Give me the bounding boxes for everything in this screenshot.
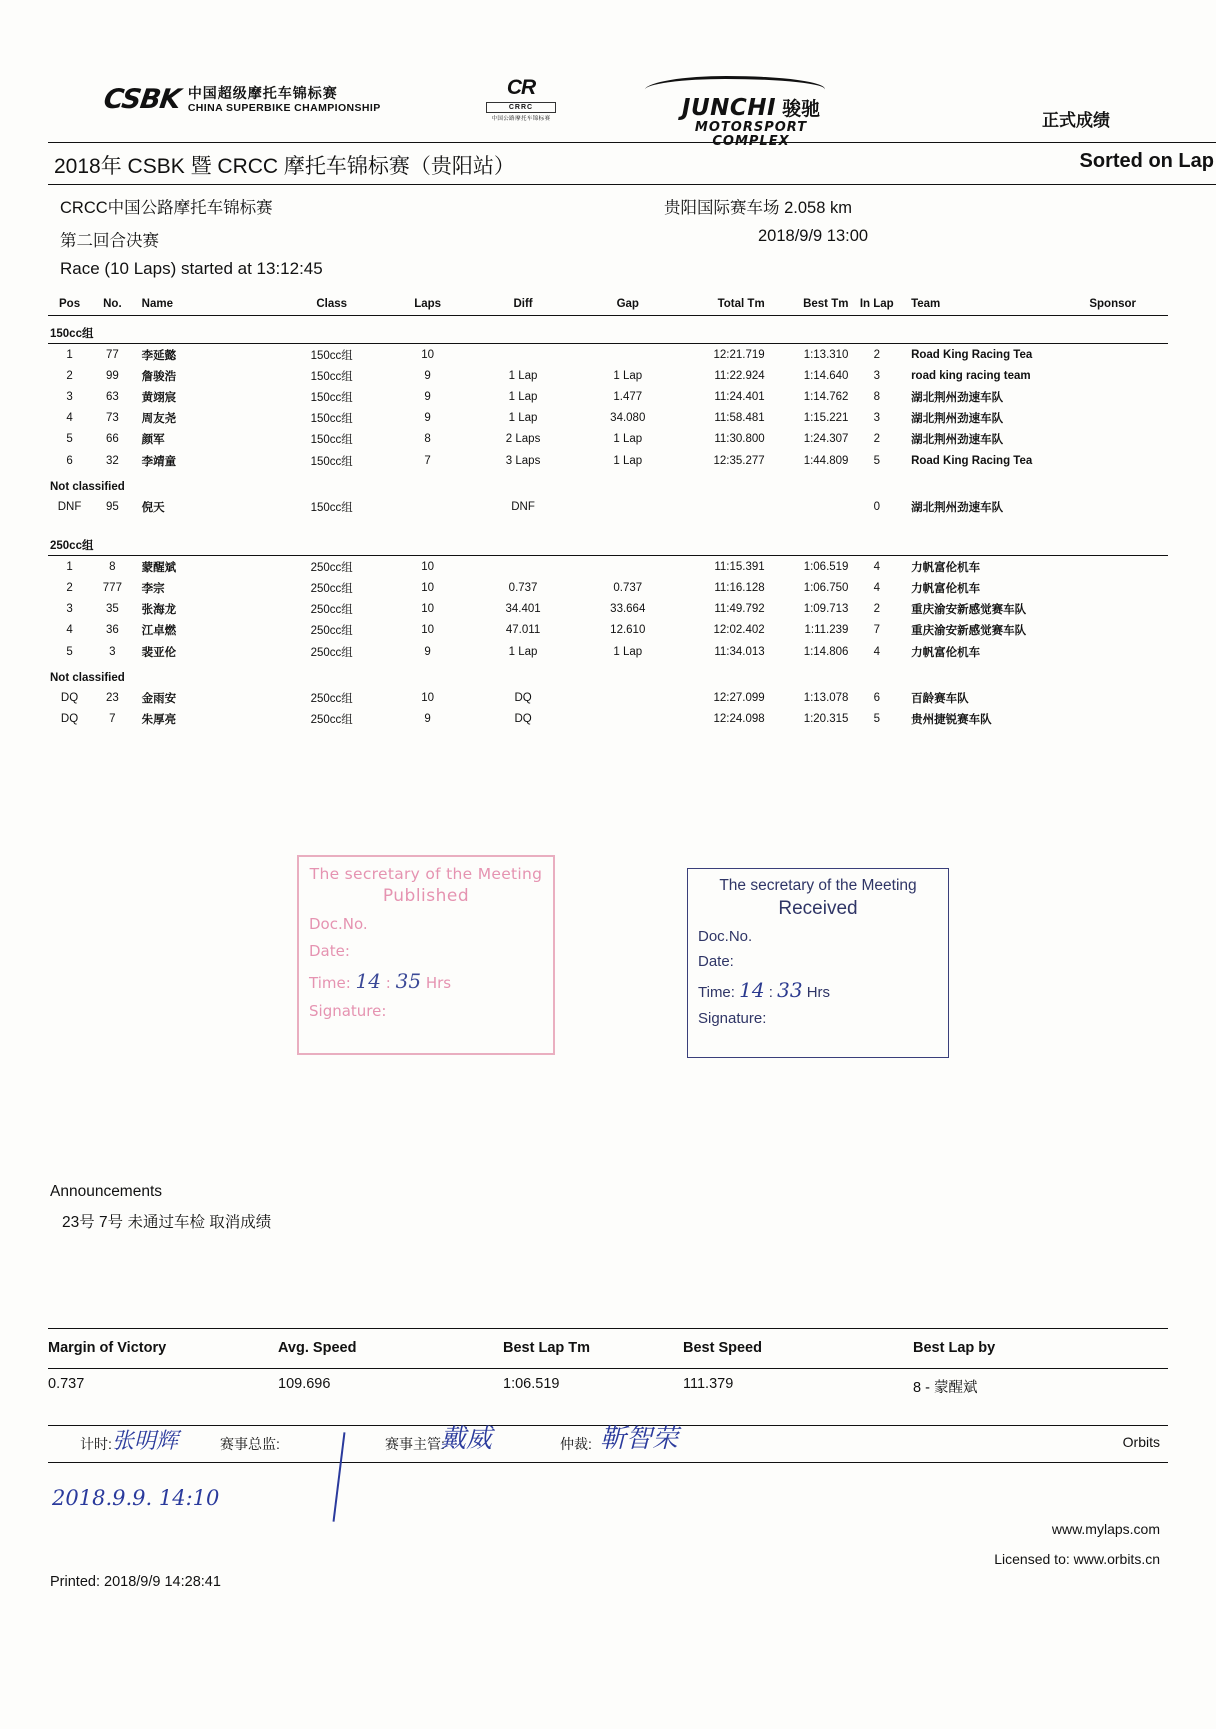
cell-best: 1:44.809 [803, 454, 849, 467]
cell-total: 12:24.098 [713, 713, 765, 726]
cell-gap: 34.080 [610, 412, 646, 425]
col-gap: Gap [578, 298, 678, 316]
published-stamp-time-hh: 14 [355, 969, 381, 993]
cell-sponsor [1057, 641, 1168, 662]
cell-sponsor [1057, 496, 1168, 517]
junchi-logo-name: JUNCHI [681, 95, 777, 121]
cell-name: 金雨安 [141, 692, 177, 705]
table-row [48, 641, 1168, 662]
results-table-wrapper [48, 298, 1168, 730]
group-header-250 [48, 528, 1168, 556]
cell-class: 250cc组 [310, 714, 353, 727]
cell-laps: 10 [421, 348, 434, 361]
cell-name: 詹骏浩 [141, 370, 177, 383]
table-header-row [48, 298, 1168, 316]
cell-diff: DQ [514, 691, 532, 704]
cell-inlap: 2 [873, 603, 880, 616]
cell-class: 150cc组 [310, 413, 353, 426]
cell-name: 裴亚伦 [141, 646, 177, 659]
cell-best: 1:13.310 [803, 348, 849, 361]
col-total-tm: Total Tm [678, 298, 765, 316]
cell-diff: 34.401 [505, 603, 541, 616]
cell-no: 8 [109, 560, 116, 573]
received-stamp-hrs: Hrs [806, 984, 831, 1001]
col-name: Name [134, 298, 277, 316]
crrc-logo-box: CRRC [486, 102, 556, 113]
table-row [48, 365, 1168, 386]
cell-name: 周友尧 [141, 413, 177, 426]
cell-class: 250cc组 [310, 692, 353, 705]
cell-sponsor [1057, 578, 1168, 599]
junchi-logo [636, 72, 866, 148]
cell-gap [578, 687, 678, 708]
cell-class: 150cc组 [310, 349, 353, 362]
col-team: Team [905, 298, 1057, 316]
cell-diff: 0.737 [508, 582, 538, 595]
received-stamp-docno: Doc.No. [698, 928, 753, 945]
cell-laps: 9 [424, 390, 431, 403]
cell-no: 35 [105, 603, 119, 616]
cell-diff: 1 Lap [508, 369, 538, 382]
cell-inlap: 5 [873, 713, 880, 726]
cell-best: 1:14.640 [803, 369, 849, 382]
session-datetime: 2018/9/9 13:00 [758, 227, 869, 245]
published-stamp-title: The secretary of the Meeting [309, 865, 543, 883]
cell-name: 黄翊宸 [141, 391, 177, 404]
race-started-label: Race (10 Laps) started at 13:12:45 [60, 259, 323, 278]
received-stamp-status: Received [778, 898, 858, 919]
cell-no: 777 [102, 582, 122, 595]
group-label: 150cc组 [48, 316, 1168, 344]
cell-team: 重庆渝安新感觉赛车队 [911, 625, 1027, 638]
signature-label-timing: 计时: [80, 1436, 112, 1452]
cell-pos: 1 [66, 348, 73, 361]
cell-team: 贵州捷锐赛车队 [911, 714, 992, 727]
cell-class: 150cc组 [310, 455, 353, 468]
crrc-logo-mark: CR [506, 76, 536, 99]
not-classified-label: Not classified [50, 481, 125, 494]
cell-total: 11:15.391 [714, 560, 765, 573]
cell-inlap: 4 [873, 560, 880, 573]
cell-best: 1:24.307 [803, 433, 849, 446]
crrc-logo [486, 76, 556, 122]
cell-pos: 1 [66, 560, 73, 573]
published-stamp-docno: Doc.No. [309, 915, 368, 933]
cell-diff [469, 556, 578, 578]
cell-gap: 1 Lap [613, 369, 643, 382]
title-rule-top [48, 142, 1216, 143]
csbk-logo-mark: CSBK [101, 84, 182, 115]
published-stamp-signature: Signature: [309, 1002, 387, 1020]
cell-inlap: 3 [873, 369, 880, 382]
cell-inlap: 5 [873, 454, 880, 467]
table-row [48, 344, 1168, 366]
cell-inlap: 4 [873, 645, 880, 658]
cell-best: 1:06.519 [803, 560, 849, 573]
cell-team: 力帆富伦机车 [911, 583, 981, 596]
sorted-on-label: Sorted on Lap [1079, 150, 1214, 172]
cell-team: Road King Racing Tea [911, 348, 1033, 361]
col-sponsor: Sponsor [1057, 298, 1168, 316]
junchi-swoosh-icon [636, 72, 866, 94]
cell-name: 蒙醒斌 [141, 561, 177, 574]
cell-laps: 7 [424, 454, 431, 467]
cell-no: 36 [105, 624, 119, 637]
cell-no: 99 [105, 369, 119, 382]
header-logos [0, 34, 1216, 149]
cell-name: 李宗 [141, 583, 165, 596]
cell-diff: DNF [511, 500, 535, 513]
received-stamp-time-hh: 14 [739, 978, 765, 1002]
csbk-logo-english: CHINA SUPERBIKE CHAMPIONSHIP [187, 101, 381, 114]
cell-best: 1:14.762 [803, 390, 849, 403]
cell-gap [578, 496, 678, 517]
cell-team: 湖北荆州劲速车队 [911, 413, 1004, 426]
received-stamp-time-mm: 33 [777, 978, 803, 1002]
results-table [48, 298, 1168, 730]
col-pos: Pos [48, 298, 91, 316]
cell-pos: 4 [66, 412, 73, 425]
cell-laps: 10 [421, 603, 434, 616]
cell-pos: 2 [66, 369, 73, 382]
cell-team: 湖北荆州劲速车队 [911, 391, 1004, 404]
cell-no: 63 [105, 390, 119, 403]
footer-rule-bottom [48, 1462, 1168, 1463]
not-classified-header-250 [48, 662, 1168, 687]
summary-value-margin: 0.737 [48, 1376, 85, 1392]
cell-team: 湖北荆州劲速车队 [911, 501, 1004, 514]
table-row [48, 450, 1168, 471]
published-stamp-date: Date: [309, 942, 350, 960]
cell-inlap: 8 [873, 390, 880, 403]
table-row [48, 599, 1168, 620]
cell-inlap: 6 [873, 691, 880, 704]
cell-pos: DNF [57, 500, 82, 513]
cell-pos: 4 [66, 624, 73, 637]
cell-total: 11:58.481 [714, 412, 765, 425]
cell-pos: 2 [66, 582, 73, 595]
cell-pos: 3 [66, 603, 73, 616]
cell-diff: 1 Lap [508, 412, 538, 425]
licensed-to: Licensed to: www.orbits.cn [994, 1551, 1160, 1567]
junchi-logo-sub2: COMPLEX [712, 133, 790, 149]
cell-pos: 5 [66, 645, 73, 658]
cell-sponsor [1057, 344, 1168, 366]
cell-diff: 2 Laps [505, 433, 541, 446]
not-classified-header-150 [48, 471, 1168, 496]
cell-no: 73 [105, 412, 119, 425]
cell-sponsor [1057, 599, 1168, 620]
cell-inlap: 3 [873, 412, 880, 425]
cell-pos: 6 [66, 454, 73, 467]
cell-gap: 1 Lap [613, 645, 643, 658]
cell-laps: 9 [424, 369, 431, 382]
summary-value-bestspeed: 111.379 [683, 1376, 734, 1392]
cell-name: 张海龙 [141, 604, 177, 617]
cell-team: Road King Racing Tea [911, 454, 1033, 467]
table-row [48, 620, 1168, 641]
circuit-name: 贵阳国际赛车场 2.058 km [664, 199, 852, 217]
cell-diff: 3 Laps [505, 454, 541, 467]
cell-sponsor [1057, 556, 1168, 578]
cell-team: road king racing team [911, 369, 1031, 382]
cell-total: 11:22.924 [714, 369, 765, 382]
cell-team: 力帆富伦机车 [911, 561, 981, 574]
published-stamp-time-sep: : [385, 974, 391, 992]
table-row [48, 386, 1168, 407]
received-stamp [687, 868, 949, 1058]
cell-sponsor [1057, 408, 1168, 429]
table-row [48, 556, 1168, 578]
cell-sponsor [1057, 429, 1168, 450]
summary-header-row [48, 1340, 1168, 1356]
csbk-logo-chinese: 中国超级摩托车锦标赛 [187, 85, 338, 102]
cell-gap [578, 708, 678, 729]
csbk-logo [101, 84, 381, 115]
cell-class: 250cc组 [310, 646, 353, 659]
cell-laps: 9 [424, 412, 431, 425]
cell-laps [387, 496, 469, 517]
published-stamp-time-mm: 35 [395, 969, 422, 993]
cell-class: 150cc组 [310, 391, 353, 404]
cell-name: 朱厚亮 [141, 714, 177, 727]
cell-total: 11:49.792 [714, 603, 765, 616]
group-label: 250cc组 [48, 528, 1168, 556]
cell-no: 3 [109, 645, 116, 658]
cell-pos: DQ [60, 691, 79, 704]
received-stamp-time-sep: : [768, 984, 773, 1001]
cell-best: 1:11.239 [804, 624, 849, 637]
col-diff: Diff [469, 298, 578, 316]
signature-label-director: 赛事总监: [220, 1436, 280, 1452]
cell-diff [469, 344, 578, 366]
cell-no: 77 [105, 348, 119, 361]
cell-diff: DQ [514, 713, 532, 726]
cell-diff: 1 Lap [508, 390, 538, 403]
signature-stroke-director [333, 1432, 346, 1522]
cell-gap [578, 344, 678, 366]
cell-best: 1:20.315 [803, 713, 849, 726]
page-title: 2018年 CSBK 暨 CRCC 摩托车锦标赛（贵阳站） [54, 155, 515, 178]
official-result-label: 正式成绩 [1042, 111, 1110, 130]
printed-timestamp: Printed: 2018/9/9 14:28:41 [50, 1574, 221, 1590]
cell-gap: 1 Lap [613, 433, 643, 446]
cell-name: 倪天 [141, 501, 165, 514]
cell-best: 1:06.750 [803, 582, 849, 595]
cell-no: 95 [105, 500, 119, 513]
table-row [48, 578, 1168, 599]
cell-laps: 10 [421, 691, 434, 704]
cell-name: 李延懿 [141, 349, 177, 362]
published-stamp [297, 855, 555, 1055]
orbits-label: Orbits [1122, 1434, 1160, 1450]
summary-label-avgspeed: Avg. Speed [278, 1340, 357, 1356]
cell-class: 150cc组 [310, 501, 353, 514]
cell-total: 11:34.013 [714, 645, 765, 658]
col-best-tm: Best Tm [765, 298, 849, 316]
cell-total: 11:24.401 [714, 390, 765, 403]
summary-label-bestspeed: Best Speed [683, 1340, 762, 1356]
cell-sponsor [1057, 620, 1168, 641]
cell-diff: 1 Lap [508, 645, 538, 658]
cell-inlap: 2 [873, 433, 880, 446]
signature-timing: 张明辉 [112, 1429, 179, 1454]
cell-name: 颜军 [141, 434, 165, 447]
cell-team: 重庆渝安新感觉赛车队 [911, 604, 1027, 617]
received-stamp-time-label: Time: [698, 984, 735, 1001]
cell-best: 1:09.713 [803, 603, 849, 616]
signature-date: 2018.9.9. 14:10 [52, 1486, 220, 1510]
cell-sponsor [1057, 450, 1168, 471]
results-table-body [48, 316, 1168, 730]
published-stamp-hrs: Hrs [425, 974, 452, 992]
summary-value-avgspeed: 109.696 [278, 1376, 331, 1392]
cell-inlap: 2 [873, 348, 880, 361]
series-name: CRCC中国公路摩托车锦标赛 [60, 199, 273, 217]
signature-label-steward: 赛事主管: [385, 1436, 445, 1452]
cell-team: 湖北荆州劲速车队 [911, 434, 1004, 447]
group-spacer [48, 517, 1168, 528]
table-row [48, 687, 1168, 708]
session-name: 第二回合决赛 [60, 232, 159, 250]
summary-label-bestlap: Best Lap Tm [503, 1340, 591, 1356]
cell-laps: 8 [424, 433, 431, 446]
summary-values-row [48, 1376, 1168, 1397]
published-stamp-time-row [309, 969, 543, 993]
received-stamp-signature: Signature: [698, 1010, 767, 1027]
group-header-150 [48, 316, 1168, 344]
cell-sponsor [1057, 386, 1168, 407]
summary-rule-mid [48, 1368, 1168, 1369]
cell-sponsor [1057, 687, 1168, 708]
cell-class: 250cc组 [310, 583, 353, 596]
cell-inlap: 0 [873, 500, 880, 513]
table-row [48, 496, 1168, 517]
summary-value-bestlap: 1:06.519 [503, 1376, 560, 1392]
cell-laps: 9 [424, 713, 431, 726]
cell-laps: 10 [421, 624, 434, 637]
cell-gap: 1.477 [613, 390, 643, 403]
summary-rule-top [48, 1328, 1168, 1329]
cell-gap [578, 556, 678, 578]
cell-best: 1:15.221 [803, 412, 849, 425]
cell-class: 150cc组 [310, 370, 353, 383]
cell-inlap: 7 [873, 624, 880, 637]
published-stamp-status: Published [382, 886, 470, 906]
mylaps-url: www.mylaps.com [1051, 1521, 1160, 1537]
cell-team: 百龄赛车队 [911, 692, 969, 705]
summary-value-bestlapby: 8 - 蒙醒斌 [913, 1380, 978, 1396]
cell-laps: 10 [421, 582, 434, 595]
junchi-logo-chinese: 骏驰 [782, 99, 821, 120]
table-row [48, 708, 1168, 729]
col-no: No. [91, 298, 134, 316]
cell-laps: 9 [424, 645, 431, 658]
announcements-title: Announcements [50, 1183, 163, 1200]
cell-sponsor [1057, 365, 1168, 386]
announcements-body: 23号 7号 未通过车检 取消成绩 [62, 1214, 272, 1231]
cell-team: 力帆富伦机车 [911, 646, 981, 659]
signature-label-arbiter: 仲裁: [560, 1436, 592, 1452]
title-rule-bottom [48, 184, 1216, 185]
cell-total: 12:02.402 [713, 624, 765, 637]
cell-best: 1:14.806 [803, 645, 849, 658]
cell-name: 李靖童 [141, 455, 177, 468]
cell-inlap: 4 [873, 582, 880, 595]
summary-label-bestlapby: Best Lap by [913, 1340, 996, 1356]
cell-gap: 33.664 [610, 603, 646, 616]
cell-gap: 0.737 [613, 582, 643, 595]
crrc-logo-subtitle: 中国公路摩托车锦标赛 [491, 116, 551, 122]
cell-best: 1:13.078 [803, 691, 849, 704]
cell-total: 11:16.128 [714, 582, 765, 595]
cell-best [765, 496, 849, 517]
cell-sponsor [1057, 708, 1168, 729]
cell-total: 12:21.719 [713, 348, 765, 361]
cell-total: 12:27.099 [713, 691, 765, 704]
cell-pos: DQ [60, 713, 79, 726]
junchi-logo-sub1: MOTORSPORT [694, 120, 808, 135]
cell-name: 江卓燃 [141, 625, 177, 638]
cell-total: 11:30.800 [714, 433, 765, 446]
cell-no: 23 [105, 691, 119, 704]
cell-class: 250cc组 [310, 561, 353, 574]
received-stamp-time-row [698, 978, 938, 1002]
cell-no: 66 [105, 433, 119, 446]
cell-gap: 1 Lap [613, 454, 643, 467]
not-classified-label: Not classified [50, 672, 125, 685]
col-class: Class [277, 298, 387, 316]
received-stamp-title: The secretary of the Meeting [719, 877, 917, 894]
cell-class: 250cc组 [310, 604, 353, 617]
col-in-lap: In Lap [848, 298, 905, 316]
cell-no: 7 [109, 713, 116, 726]
cell-diff: 47.011 [505, 624, 541, 637]
table-row [48, 429, 1168, 450]
cell-laps: 10 [421, 560, 434, 573]
cell-total: 12:35.277 [713, 454, 765, 467]
received-stamp-date: Date: [698, 953, 734, 970]
col-laps: Laps [387, 298, 469, 316]
signature-arbiter: 靳智荣 [600, 1424, 679, 1454]
cell-gap: 12.610 [610, 624, 646, 637]
summary-label-margin: Margin of Victory [48, 1340, 167, 1356]
cell-total [678, 496, 765, 517]
cell-pos: 3 [66, 390, 73, 403]
table-row [48, 408, 1168, 429]
cell-class: 150cc组 [310, 434, 353, 447]
signature-steward: 戴威 [440, 1424, 493, 1454]
cell-pos: 5 [66, 433, 73, 446]
cell-no: 32 [105, 454, 119, 467]
published-stamp-time-label: Time: [309, 974, 351, 992]
cell-class: 250cc组 [310, 625, 353, 638]
